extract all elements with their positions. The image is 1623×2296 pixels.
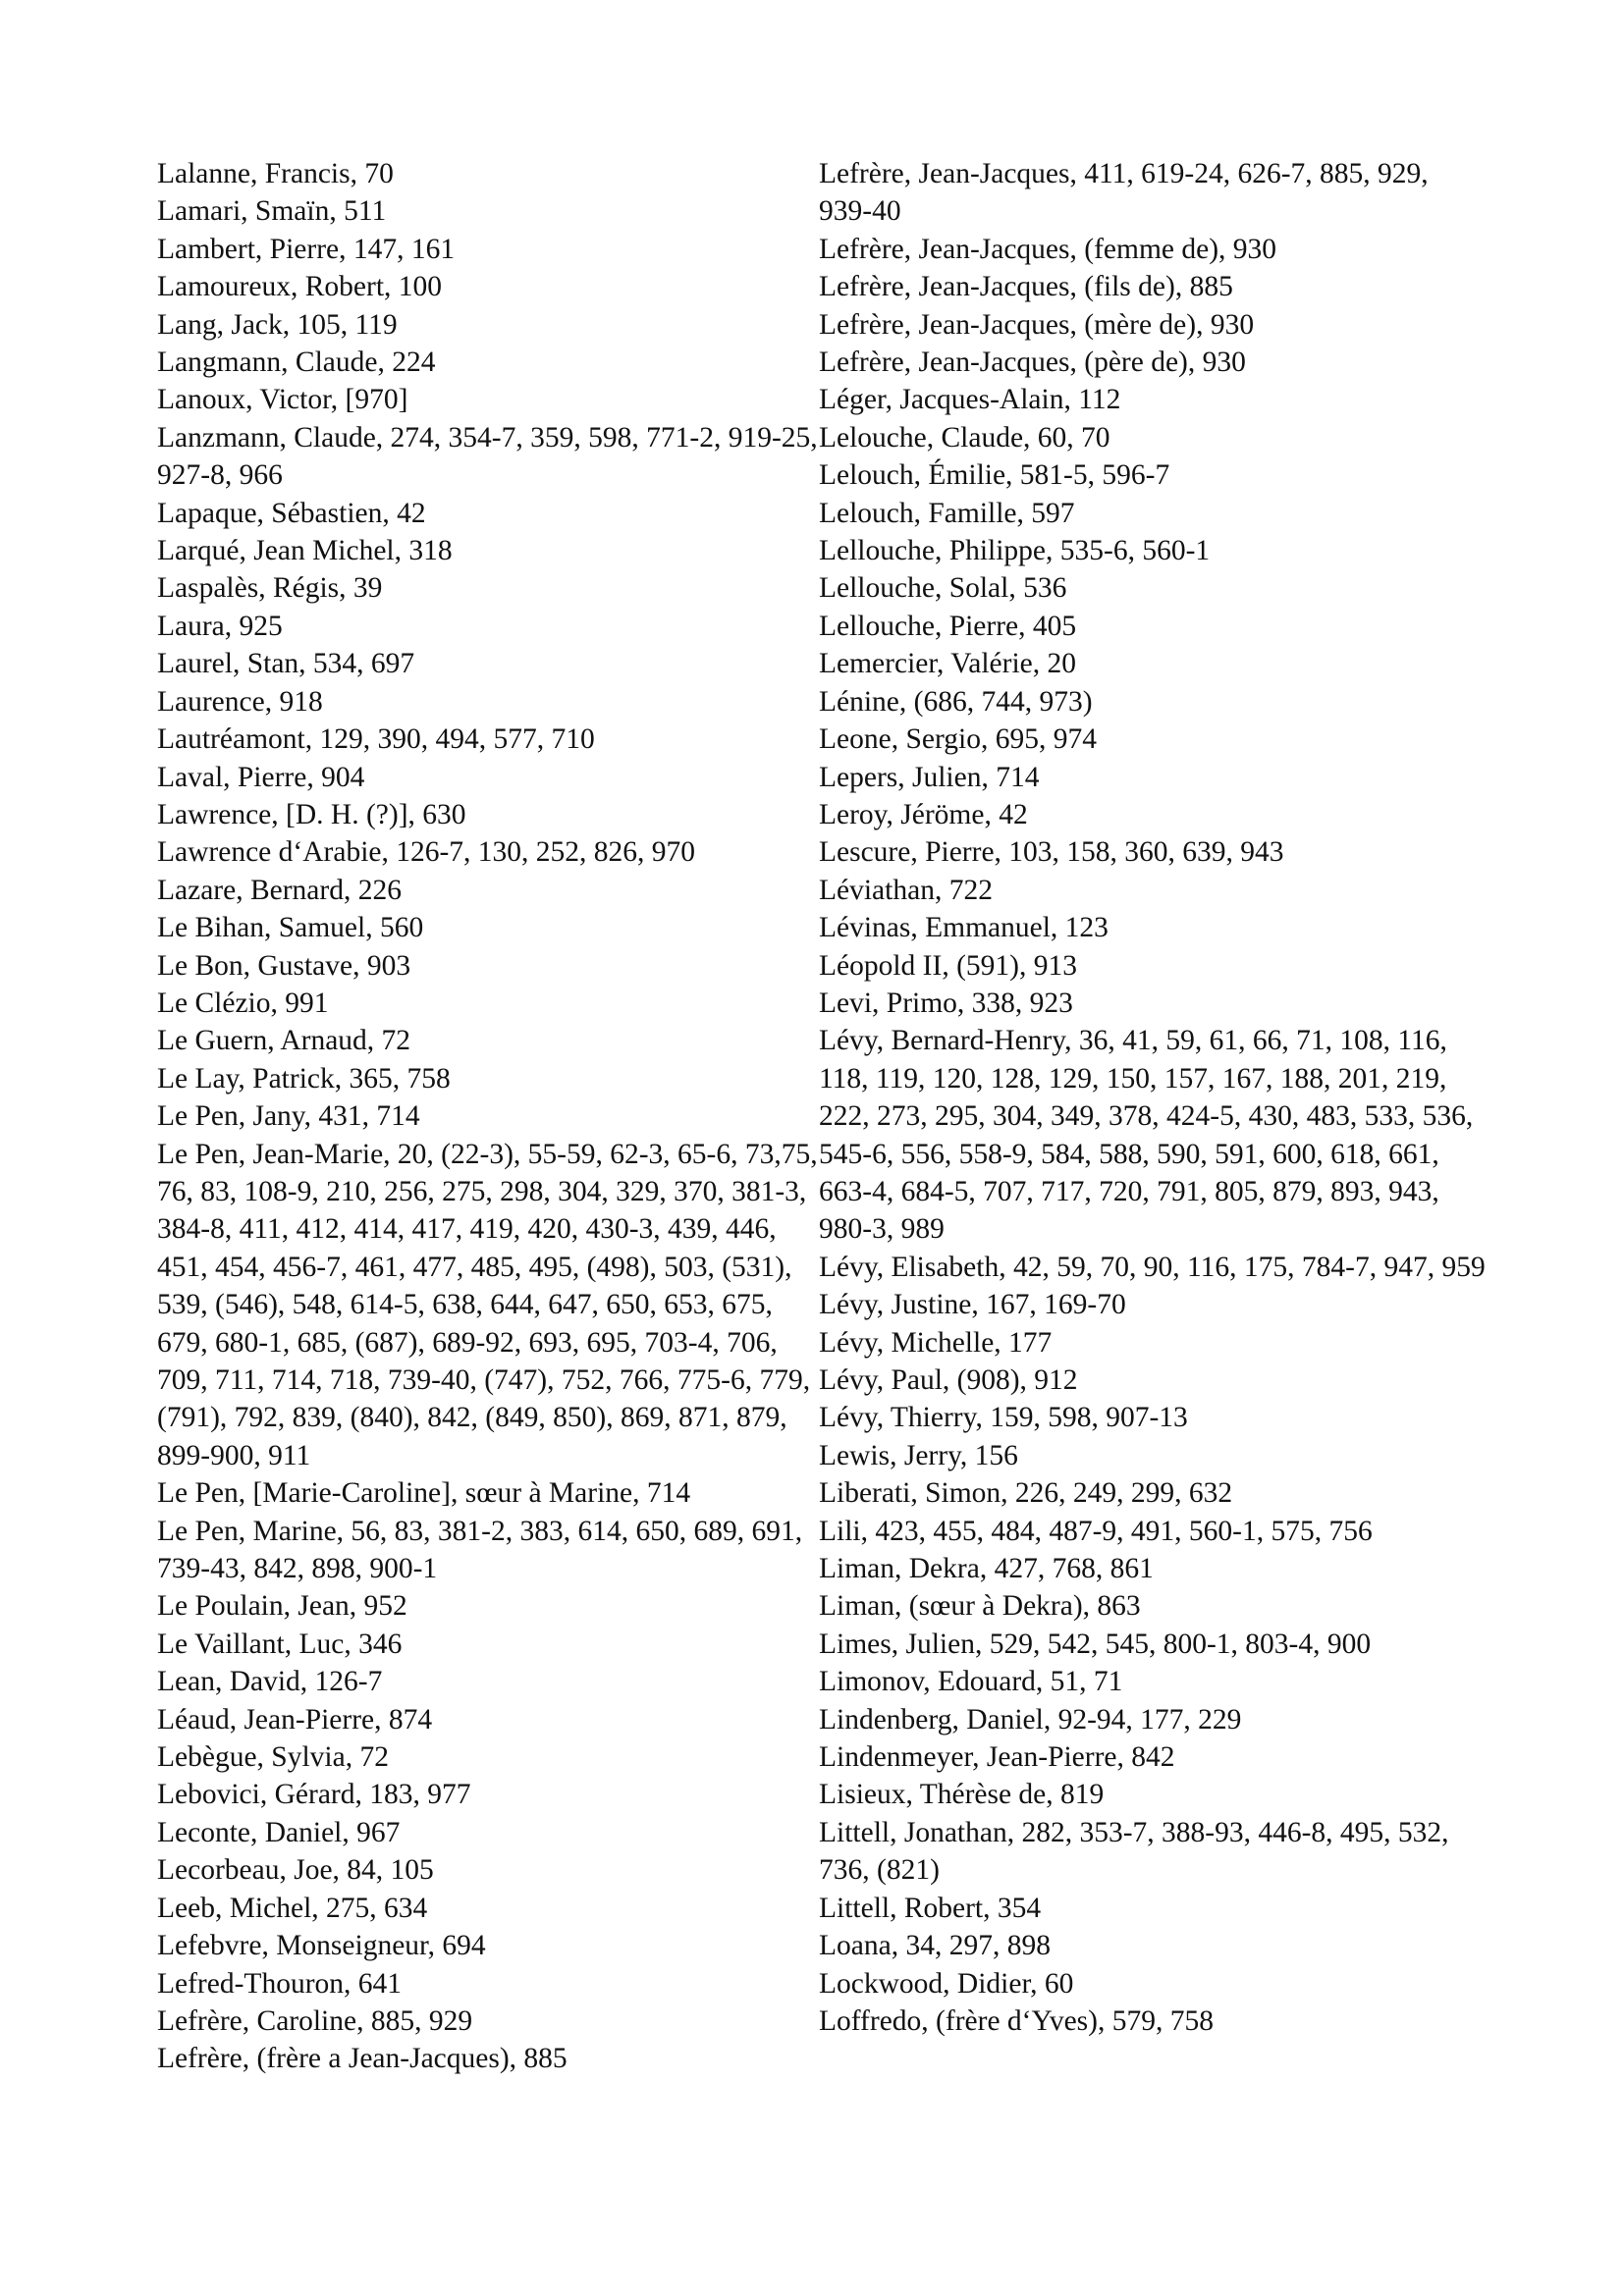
index-entry: Lawrence, [D. H. (?)], 630 xyxy=(157,798,466,830)
index-entry: Langmann, Claude, 224 xyxy=(157,347,436,379)
index-entry: Lepers, Julien, 714 xyxy=(819,761,1040,793)
index-entry: Lefrère, Jean-Jacques, (fils de), 885 xyxy=(819,271,1233,303)
index-entry: Lévy, Thierry, 159, 598, 907-13 xyxy=(819,1402,1188,1434)
index-entry: Le Bihan, Samuel, 560 xyxy=(157,912,424,944)
index-entry: Lemercier, Valérie, 20 xyxy=(819,648,1076,680)
index-entry: Lisieux, Thérèse de, 819 xyxy=(819,1779,1105,1811)
index-entry: Liman, Dekra, 427, 768, 861 xyxy=(819,1553,1154,1585)
index-entry: Lefrère, Jean-Jacques, 411, 619-24, 626-7, 885, 929, 939-40 xyxy=(819,158,1429,228)
index-entry: Lecorbeau, Joe, 84, 105 xyxy=(157,1854,434,1887)
index-entry: Limonov, Edouard, 51, 71 xyxy=(819,1666,1123,1698)
index-entry: Leconte, Daniel, 967 xyxy=(157,1816,401,1848)
index-entry: Leroy, Jéröme, 42 xyxy=(819,798,1028,830)
index-entry: Léger, Jacques-Alain, 112 xyxy=(819,384,1121,416)
index-entry: Le Pen, [Marie-Caroline], sœur à Marine, 714 xyxy=(157,1477,691,1510)
index-entry: Lellouche, Philippe, 535-6, 560-1 xyxy=(819,535,1211,567)
index-entry: Laspalès, Régis, 39 xyxy=(157,572,383,605)
index-entry: Lefrère, Jean-Jacques, (femme de), 930 xyxy=(819,233,1277,265)
index-entry: Lelouch, Famille, 597 xyxy=(819,497,1075,529)
index-entry: Littell, Jonathan, 282, 353-7, 388-93, 446-8, 495, 532, 736, (821) xyxy=(819,1816,1449,1887)
index-entry: Léopold II, (591), 913 xyxy=(819,949,1077,982)
index-entry: Léaud, Jean-Pierre, 874 xyxy=(157,1703,433,1735)
index-entry: Leeb, Michel, 275, 634 xyxy=(157,1892,428,1924)
index-entry: Lefrère, Jean-Jacques, (mère de), 930 xyxy=(819,308,1255,341)
index-entry: Lautréamont, 129, 390, 494, 577, 710 xyxy=(157,723,595,756)
index-entry: Le Bon, Gustave, 903 xyxy=(157,949,411,982)
index-entry: Le Poulain, Jean, 952 xyxy=(157,1590,407,1623)
index-entry: Lellouche, Solal, 536 xyxy=(819,572,1067,605)
index-entry: Le Lay, Patrick, 365, 758 xyxy=(157,1062,451,1095)
index-entry: Laura, 925 xyxy=(157,610,283,642)
index-entry: Lawrence d‘Arabie, 126-7, 130, 252, 826, 970 xyxy=(157,836,696,869)
index-entry: Lefrère, Jean-Jacques, (père de), 930 xyxy=(819,347,1246,379)
index-entry: Laurence, 918 xyxy=(157,685,323,718)
index-entry: Larqué, Jean Michel, 318 xyxy=(157,535,453,567)
index-entry: Lang, Jack, 105, 119 xyxy=(157,308,398,341)
index-entry: Lelouch, Émilie, 581-5, 596-7 xyxy=(819,459,1170,492)
index-entry: Limes, Julien, 529, 542, 545, 800-1, 803-4, 900 xyxy=(819,1628,1372,1660)
index-entry: Léviathan, 722 xyxy=(819,874,993,906)
index-entry: Lefred-Thouron, 641 xyxy=(157,1967,403,2000)
index-entry: Liberati, Simon, 226, 249, 299, 632 xyxy=(819,1477,1233,1510)
index-entry: Lelouche, Claude, 60, 70 xyxy=(819,421,1110,454)
index-entry: Lockwood, Didier, 60 xyxy=(819,1967,1074,2000)
index-entry: Lebovici, Gérard, 183, 977 xyxy=(157,1779,471,1811)
index-entry: Lévinas, Emmanuel, 123 xyxy=(819,912,1109,944)
index-entry: Lénine, (686, 744, 973) xyxy=(819,685,1093,718)
index-entry: Lévy, Elisabeth, 42, 59, 70, 90, 116, 175, 784-7, 947, 959 xyxy=(819,1251,1486,1283)
index-entry: Lalanne, Francis, 70 xyxy=(157,158,394,189)
index-column-right xyxy=(819,155,1487,2040)
index-entry: Le Clézio, 991 xyxy=(157,987,329,1019)
index-entry: Loffredo, (frère d‘Yves), 579, 758 xyxy=(819,2004,1214,2037)
index-entry: Le Pen, Jany, 431, 714 xyxy=(157,1100,420,1133)
index-entry: Le Vaillant, Luc, 346 xyxy=(157,1628,403,1660)
index-column-left xyxy=(157,155,820,2078)
index-entry: Lamoureux, Robert, 100 xyxy=(157,271,443,303)
index-entry: Lapaque, Sébastien, 42 xyxy=(157,497,426,529)
index-entry: Lanoux, Victor, [970] xyxy=(157,384,408,416)
index-entry: Liman, (sœur à Dekra), 863 xyxy=(819,1590,1141,1623)
index-entry: Lili, 423, 455, 484, 487-9, 491, 560-1, 575, 756 xyxy=(819,1515,1373,1547)
index-entry: Lambert, Pierre, 147, 161 xyxy=(157,233,456,265)
index-entry: Lévy, Bernard-Henry, 36, 41, 59, 61, 66, 71, 108, 116, 118, 119, 120, 128, 129, 150, 157, 167, 188, 201, 219, 222, 273, 295, 304, 349, 378, 424-5, 430, 483, 533, 536, 545-6, 556, 558-9, 584, 588, 590, 591, 600, 618, 661, 663-4, 684-5, 707, 717, 720, 791, 805, 879, 893, 943, 980-3, 989 xyxy=(819,1025,1474,1246)
index-entry: Le Pen, Marine, 56, 83, 381-2, 383, 614, 650, 689, 691, 739-43, 842, 898, 900-1 xyxy=(157,1515,803,1585)
index-entry: Lebègue, Sylvia, 72 xyxy=(157,1741,389,1774)
index-entry: Loana, 34, 297, 898 xyxy=(819,1930,1051,1962)
index-entry: Lévy, Paul, (908), 912 xyxy=(819,1364,1078,1396)
index-entry: Le Pen, Jean-Marie, 20, (22-3), 55-59, 62-3, 65-6, 73,75, 76, 83, 108-9, 210, 256, 275, 298, 304, 329, 370, 381-3, 384-8, 411, 412, 414, 417, 419, 420, 430-3, 439, 446, 451, 454, 456-7, 461, 477, 485, 495, (498), 503, (531), 539, (546), 548, 614-5, 638, 644, 647, 650, 653, 675, 679, 680-1, 685, (687), 689-92, 693, 695, 703-4, 706, 709, 711, 714, 718, 739-40, (747), 752, 766, 775-6, 779, (791), 792, 839, (840), 842, (849, 850), 869, 871, 879, 899-900, 911 xyxy=(157,1138,818,1471)
index-entry: Lamari, Smaïn, 511 xyxy=(157,195,387,228)
index-entry: Lanzmann, Claude, 274, 354-7, 359, 598, 771-2, 919-25, 927-8, 966 xyxy=(157,421,818,492)
index-entry: Laval, Pierre, 904 xyxy=(157,761,365,793)
index-entry: Lefrère, (frère a Jean-Jacques), 885 xyxy=(157,2043,568,2075)
index-entry: Lean, David, 126-7 xyxy=(157,1666,383,1698)
index-entry: Leone, Sergio, 695, 974 xyxy=(819,723,1097,756)
index-entry: Lazare, Bernard, 226 xyxy=(157,874,402,906)
index-entry: Levi, Primo, 338, 923 xyxy=(819,987,1073,1019)
index-entry: Lindenberg, Daniel, 92-94, 177, 229 xyxy=(819,1703,1242,1735)
index-entry: Lefebvre, Monseigneur, 694 xyxy=(157,1930,486,1962)
index-entry: Lescure, Pierre, 103, 158, 360, 639, 943 xyxy=(819,836,1284,869)
index-entry: Le Guern, Arnaud, 72 xyxy=(157,1025,411,1057)
index-entry: Laurel, Stan, 534, 697 xyxy=(157,648,415,680)
index-entry: Lefrère, Caroline, 885, 929 xyxy=(157,2004,473,2037)
index-entry: Lellouche, Pierre, 405 xyxy=(819,610,1077,642)
index-entry: Lévy, Michelle, 177 xyxy=(819,1326,1053,1359)
index-entry: Lewis, Jerry, 156 xyxy=(819,1439,1018,1471)
index-entry: Littell, Robert, 354 xyxy=(819,1892,1042,1924)
index-entry: Lévy, Justine, 167, 169-70 xyxy=(819,1289,1126,1321)
index-entry: Lindenmeyer, Jean-Pierre, 842 xyxy=(819,1741,1175,1774)
